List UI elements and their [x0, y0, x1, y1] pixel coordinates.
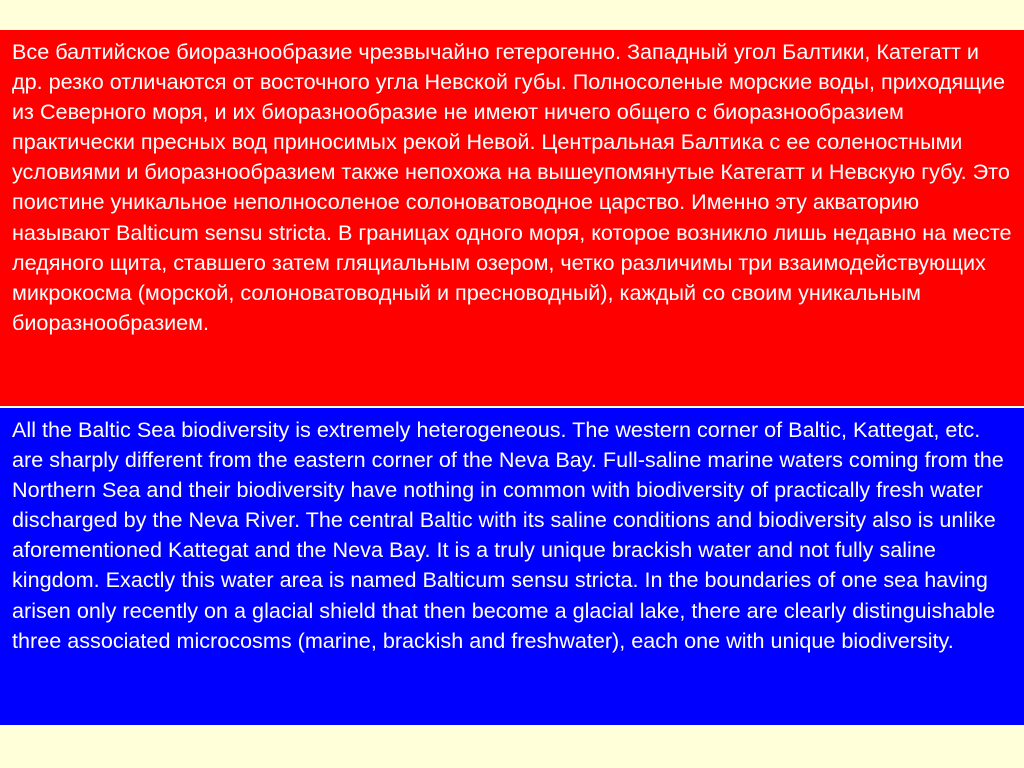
english-paragraph: All the Baltic Sea biodiversity is extremely heterogeneous. The western corner of Baltic, Kattegat, etc. are sharply different from the eastern corner of the Neva Bay. Full-saline marine waters coming from the Northern Sea and their biodiversity have nothing in common with biodiversity of practically fresh water discharged by the Neva River. The central Baltic with its saline conditions and biodiversity also is unlike aforementioned Kattegat and the Neva Bay. It is a truly unique brackish water and not fully saline kingdom. Exactly this water area is named Balticum sensu stricta. In the boundaries of one sea having arisen only recently on a glacial shield that then become a glacial lake, there are clearly distinguishable three associated microcosms (marine, brackish and freshwater), each one with unique biodiversity.: [12, 417, 1004, 653]
russian-text-panel: [0, 30, 1024, 406]
russian-paragraph: Все балтийское биоразнообразие чрезвычайно гетерогенно. Западный угол Балтики, Категатт и др. резко отличаются от восточного угла Невской губы. Полносоленые морские воды, приходящие из Северного моря, и их биоразнообразие не имеют ничего общего с биоразнообразием практически пресных вод приносимых рекой Невой. Центральная Балтика с ее соленостными условиями и биоразнообразием также непохожа на вышеупомянутые Категатт и Невскую губу. Это поистине уникальное неполносоленое солоноватоводное царство. Именно эту акваторию называют Balticum sensu stricta. В границах одного моря, которое возникло лишь недавно на месте ледяного щита, ставшего затем гляциальным озером, четко различимы три взаимодействующих микрокосма (морской, солоноватоводный и пресноводный), каждый со своим уникальным биоразнообразием.: [12, 39, 1012, 335]
english-text-panel: [0, 408, 1024, 725]
